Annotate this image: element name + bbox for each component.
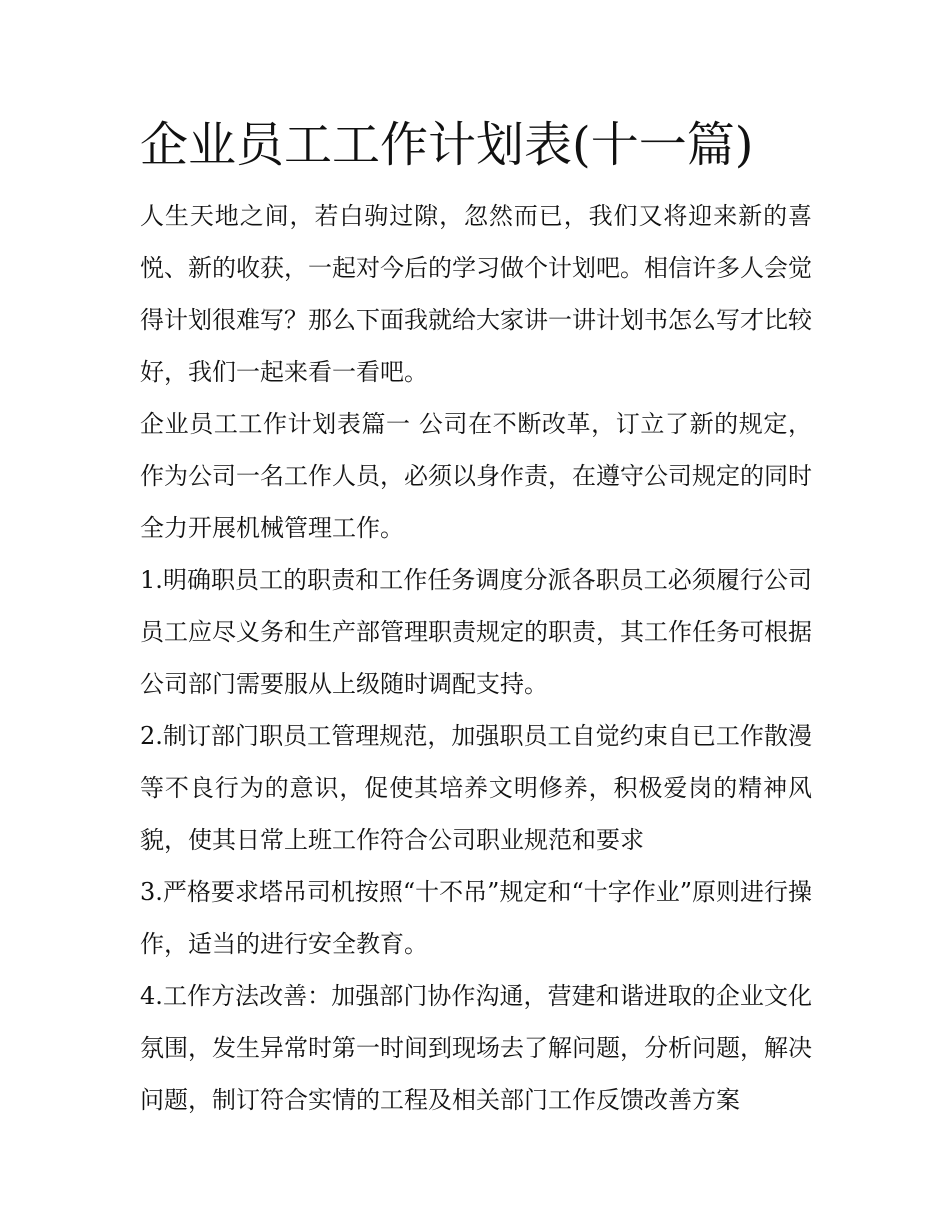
item-3-paragraph: 3.严格要求塔吊司机按照“十不吊”规定和“十字作业”原则进行操作，适当的进行安全教育。 — [140, 878, 812, 958]
intro-paragraph: 人生天地之间，若白驹过隙，忽然而已，我们又将迎来新的喜悦、新的收获，一起对今后的学习做个计划吧。相信许多人会觉得计划很难写？那么下面我就给大家讲一讲计划书怎么写才比较好，我们一起来看一看吧。 — [140, 202, 812, 386]
item-1-paragraph: 1.明确职员工的职责和工作任务调度分派各职员工必须履行公司员工应尽义务和生产部管理职责规定的职责，其工作任务可根据公司部门需要服从上级随时调配支持。 — [140, 566, 812, 698]
section-one-paragraph: 企业员工工作计划表篇一 公司在不断改革，订立了新的规定，作为公司一名工作人员，必须以身作责，在遵守公司规定的同时全力开展机械管理工作。 — [140, 410, 812, 542]
item-2-paragraph: 2.制订部门职员工管理规范，加强职员工自觉约束自已工作散漫等不良行为的意识，促使其培养文明修养，积极爱岗的精神风貌，使其日常上班工作符合公司职业规范和要求 — [140, 722, 812, 854]
document-body — [140, 112, 812, 1126]
item-4-paragraph: 4.工作方法改善：加强部门协作沟通，营建和谐进取的企业文化氛围，发生异常时第一时间到现场去了解问题，分析问题，解决问题，制订符合实情的工程及相关部门工作反馈改善方案 — [140, 982, 812, 1114]
document-title: 企业员工工作计划表(十一篇) — [140, 117, 754, 173]
